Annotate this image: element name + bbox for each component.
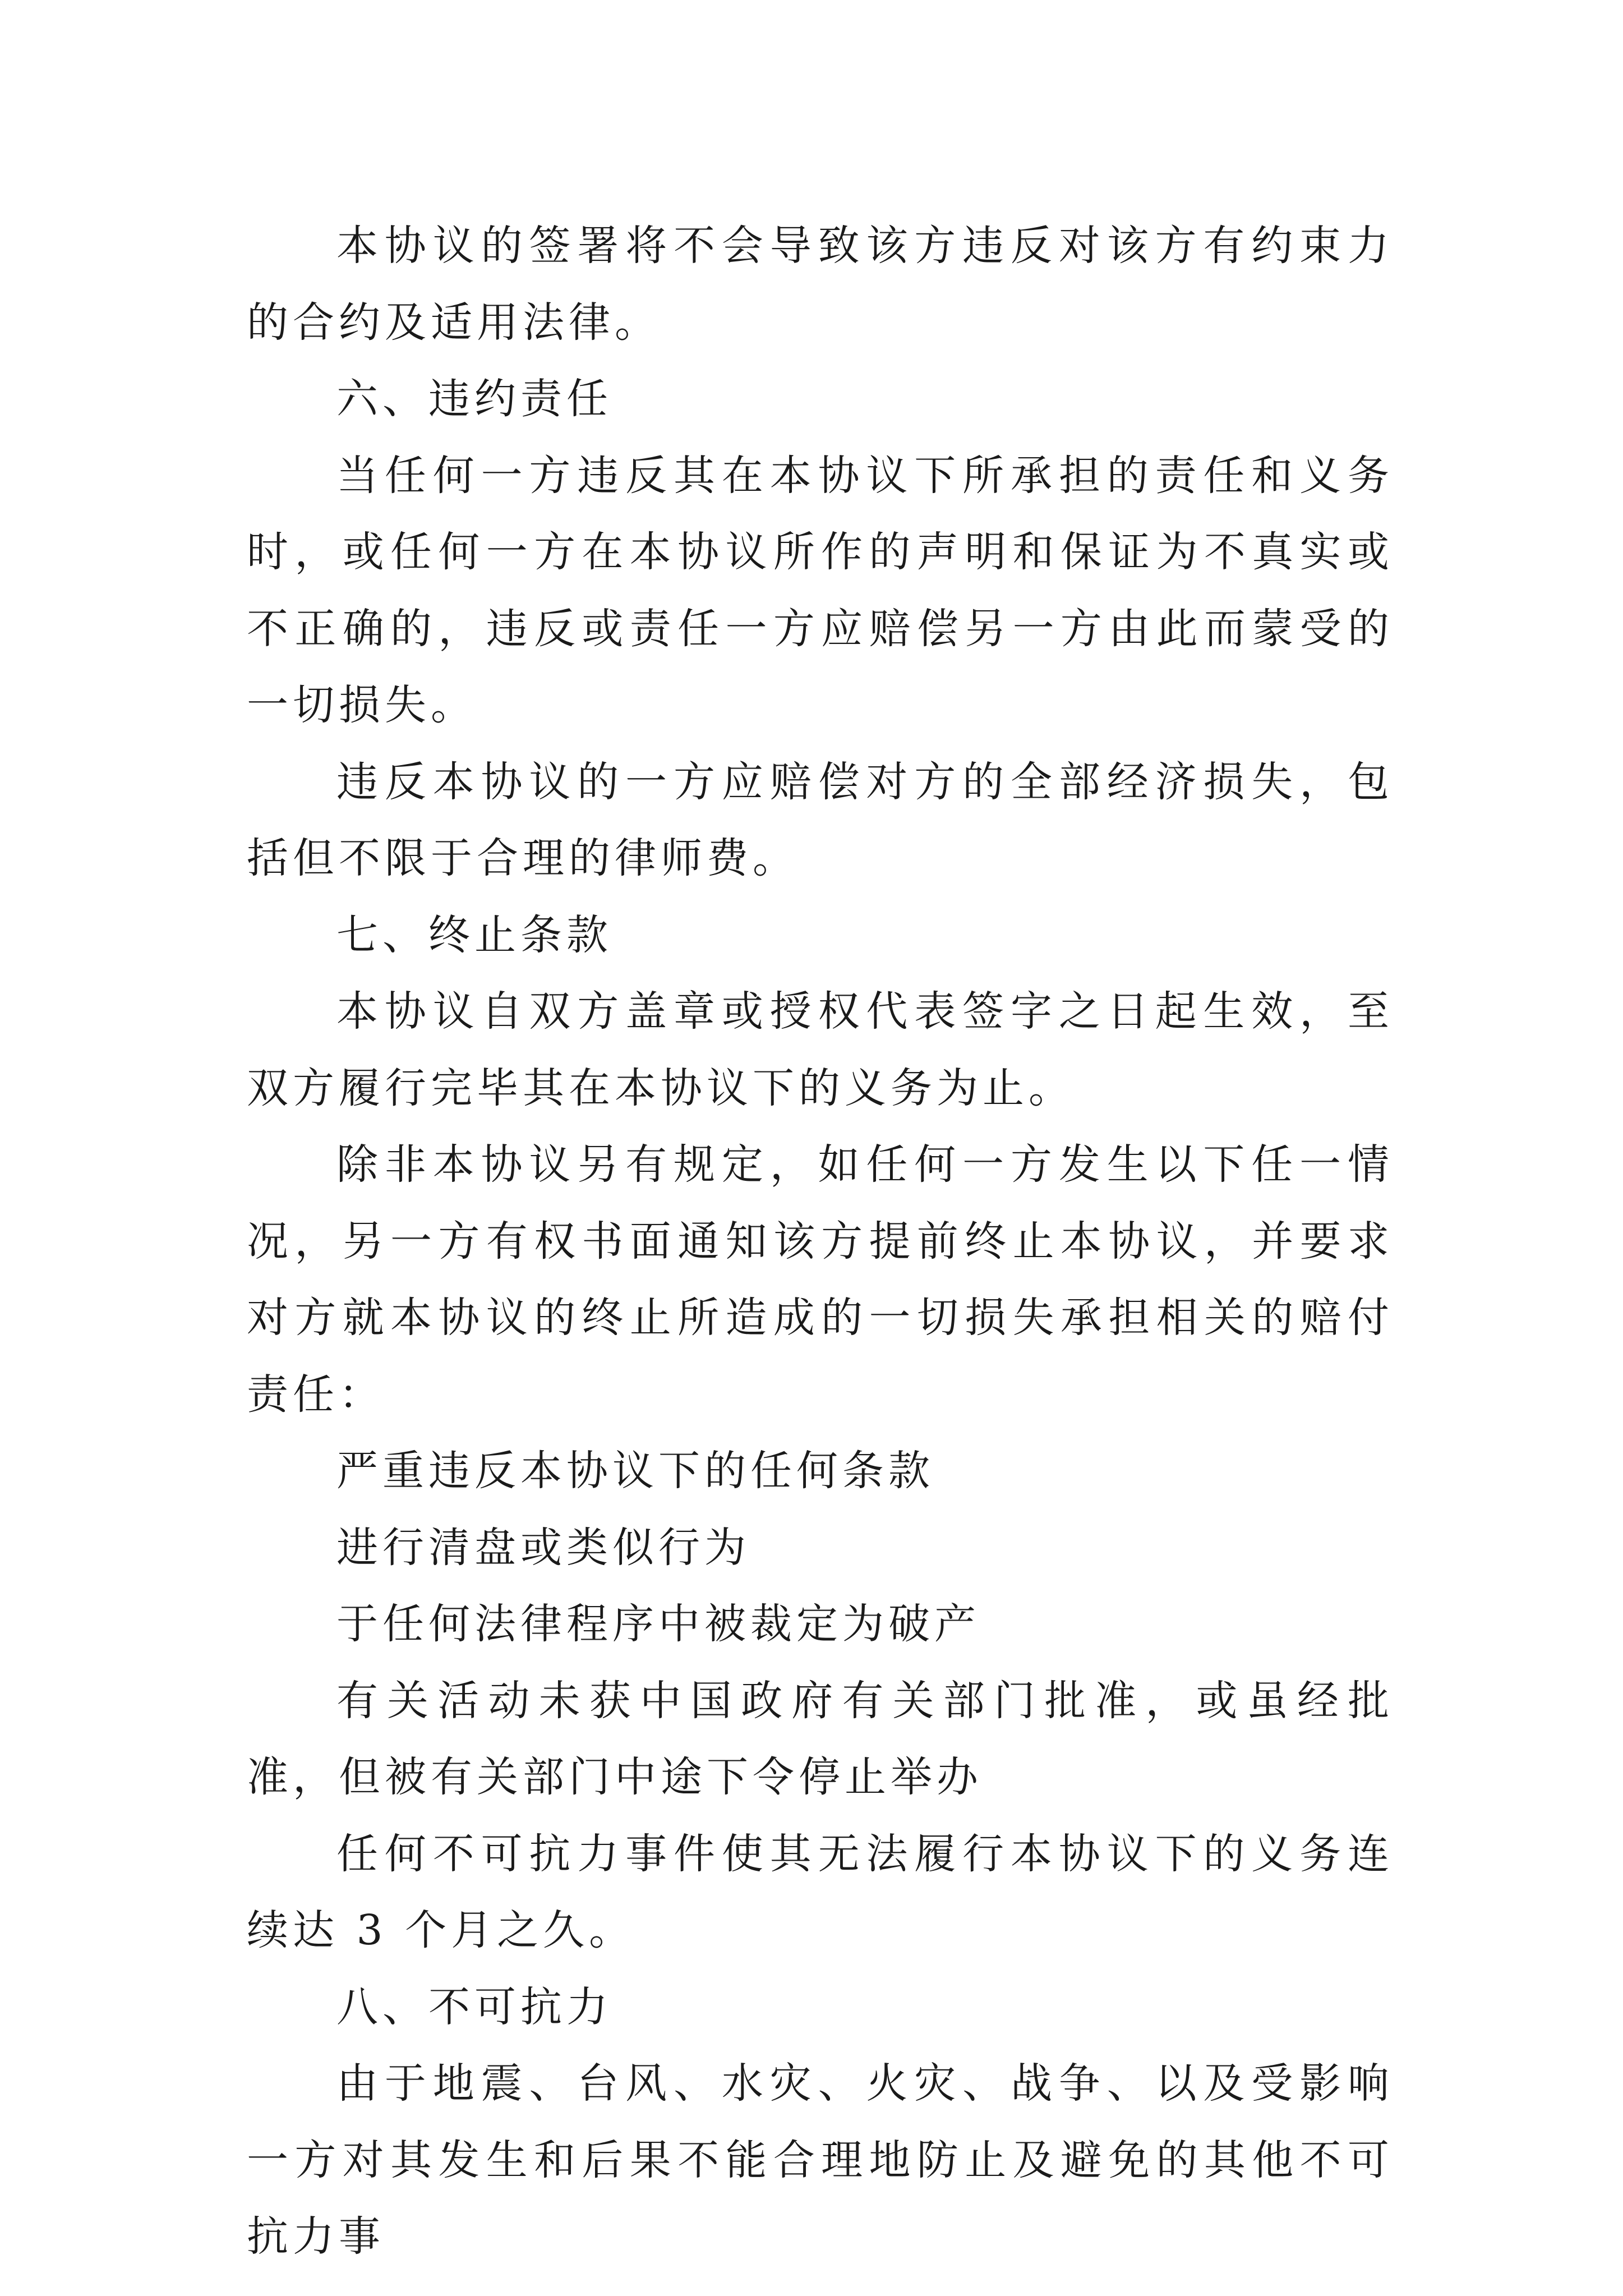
section-heading-termination: 七、终止条款	[336, 910, 612, 959]
list-item-force-majeure-duration: 任何不可抗力事件使其无法履行本协议下的义务连续达 3 个月之久。	[247, 1829, 1394, 1954]
paragraph-breach: 当任何一方违反其在本协议下所承担的责任和义务时，或任何一方在本协议所作的声明和保证为不真实或不正确的，违反或责任一方应赔偿另一方由此而蒙受的一切损失。	[247, 451, 1394, 729]
section-heading-force-majeure: 八、不可抗力	[336, 1982, 612, 2031]
document-body	[247, 208, 1394, 2275]
list-item-bankruptcy: 于任何法律程序中被裁定为破产	[336, 1600, 980, 1648]
paragraph-force-majeure: 由于地震、台风、水灾、火灾、战争、以及受影响一方对其发生和后果不能合理地防止及避免的其他不可抗力事	[247, 2059, 1394, 2261]
list-item-government-approval: 有关活动未获中国政府有关部门批准，或虽经批准，但被有关部门中途下令停止举办	[247, 1676, 1394, 1801]
paragraph-signing-clause: 本协议的签署将不会导致该方违反对该方有约束力的合约及适用法律。	[247, 222, 1394, 347]
paragraph-effective-date: 本协议自双方盖章或授权代表签字之日起生效，至双方履行完毕其在本协议下的义务为止。	[247, 987, 1394, 1112]
list-item-serious-breach: 严重违反本协议下的任何条款	[336, 1447, 934, 1495]
paragraph-compensation: 违反本协议的一方应赔偿对方的全部经济损失，包括但不限于合理的律师费。	[247, 757, 1394, 882]
paragraph-early-termination: 除非本协议另有规定，如任何一方发生以下任一情况，另一方有权书面通知该方提前终止本协议，并要求对方就本协议的终止所造成的一切损失承担相关的赔付责任：	[247, 1140, 1394, 1419]
section-heading-liability: 六、违约责任	[336, 375, 612, 423]
list-item-liquidation: 进行清盘或类似行为	[336, 1523, 750, 1572]
